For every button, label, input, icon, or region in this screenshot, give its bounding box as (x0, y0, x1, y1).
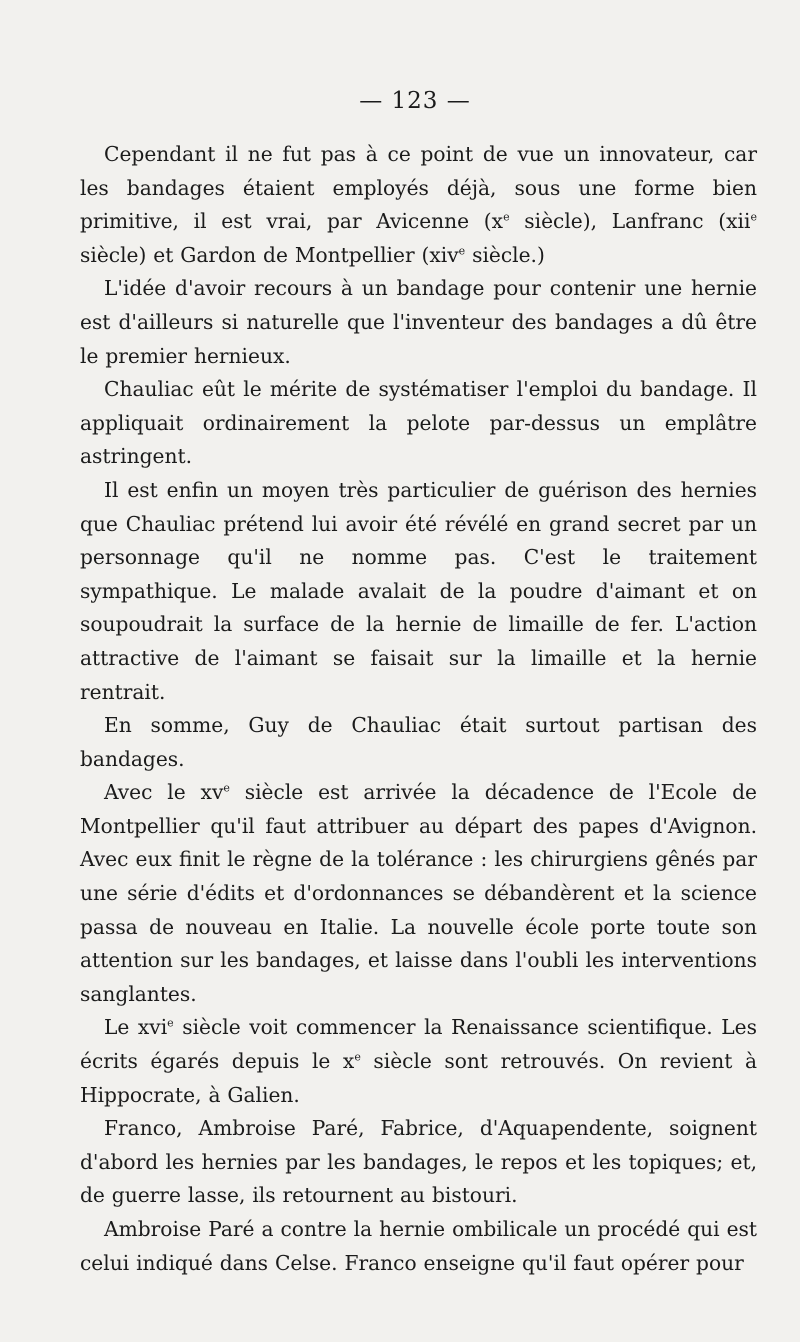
text-segment: siècle.) (465, 242, 545, 267)
superscript: e (503, 210, 510, 224)
paragraph-1 (80, 138, 757, 272)
text-segment: Ambroise Paré a contre la hernie ombilicale un procédé qui est celui indiqué dans Celse. Franco enseigne qu'il faut opérer pour (80, 1217, 757, 1275)
superscript: e (750, 210, 757, 224)
text-segment: Le xvi (104, 1015, 168, 1040)
text-segment: siècle) et Gardon de Montpellier (xiv (80, 242, 459, 267)
text-segment: Il est enfin un moyen très particulier de guérison des hernies que Chauliac prétend lui avoir été révélé en grand secret par un personnage qu'il ne nomme pas. C'est le traitement sympathique. Le malade avalait de la poudre d'aimant et on soupoudrait la surface de la hernie de limaille de fer. L'action attractive de l'aimant se faisait sur la limaille et la hernie rentrait. (80, 477, 757, 704)
paragraph-3 (80, 373, 757, 474)
body-text (80, 138, 757, 1280)
paragraph-8 (80, 1112, 757, 1213)
page-number: — 123 — (359, 88, 471, 114)
text-segment: Cependant il ne fut pas à ce point de vue un innovateur, car les bandages étaient employés déjà, sous une forme bien primitive, il est vrai, par Avicenne (x (80, 142, 757, 234)
paragraph-5 (80, 709, 757, 776)
text-segment: En somme, Guy de Chauliac était surtout partisan des bandages. (80, 713, 757, 771)
superscript: e (167, 1016, 174, 1030)
superscript: e (458, 244, 466, 258)
superscript: e (354, 1050, 361, 1064)
text-segment: siècle sont retrouvés. On revient à Hippocrate, à Galien. (80, 1049, 757, 1107)
text-segment: siècle voit commencer la Renaissance scientifique. Les écrits égarés depuis le x (80, 1015, 757, 1074)
superscript: e (223, 781, 230, 795)
paragraph-4 (80, 474, 757, 709)
paragraph-7 (80, 1011, 757, 1112)
paragraph-6 (80, 776, 757, 1011)
text-segment: siècle est arrivée la décadence de l'Ecole de Montpellier qu'il faut attribuer au départ des papes d'Avignon. Avec eux finit le règne de la tolérance : les chirurgiens gênés par une série d'édits et d'ordonnances se débandèrent et la science passa de nouveau en Italie. La nouvelle école porte toute son attention sur les bandages, et laisse dans l'oubli les interventions sanglantes. (80, 780, 757, 1006)
text-segment: Chauliac eût le mérite de systématiser l'emploi du bandage. Il appliquait ordinairement la pelote par-dessus un emplâtre astringent. (80, 377, 757, 469)
text-segment: siècle), Lanfranc (xii (509, 209, 751, 234)
text-segment: L'idée d'avoir recours à un bandage pour contenir une hernie est d'ailleurs si naturelle que l'inventeur des bandages a dû être le premier hernieux. (80, 276, 757, 368)
paragraph-2 (80, 272, 757, 373)
text-segment: Franco, Ambroise Paré, Fabrice, d'Aquapendente, soignent d'abord les hernies par les bandages, le repos et les topiques; et, de guerre lasse, ils retournent au bistouri. (80, 1116, 757, 1208)
text-segment: Avec le xv (104, 780, 224, 805)
paragraph-9 (80, 1213, 757, 1280)
